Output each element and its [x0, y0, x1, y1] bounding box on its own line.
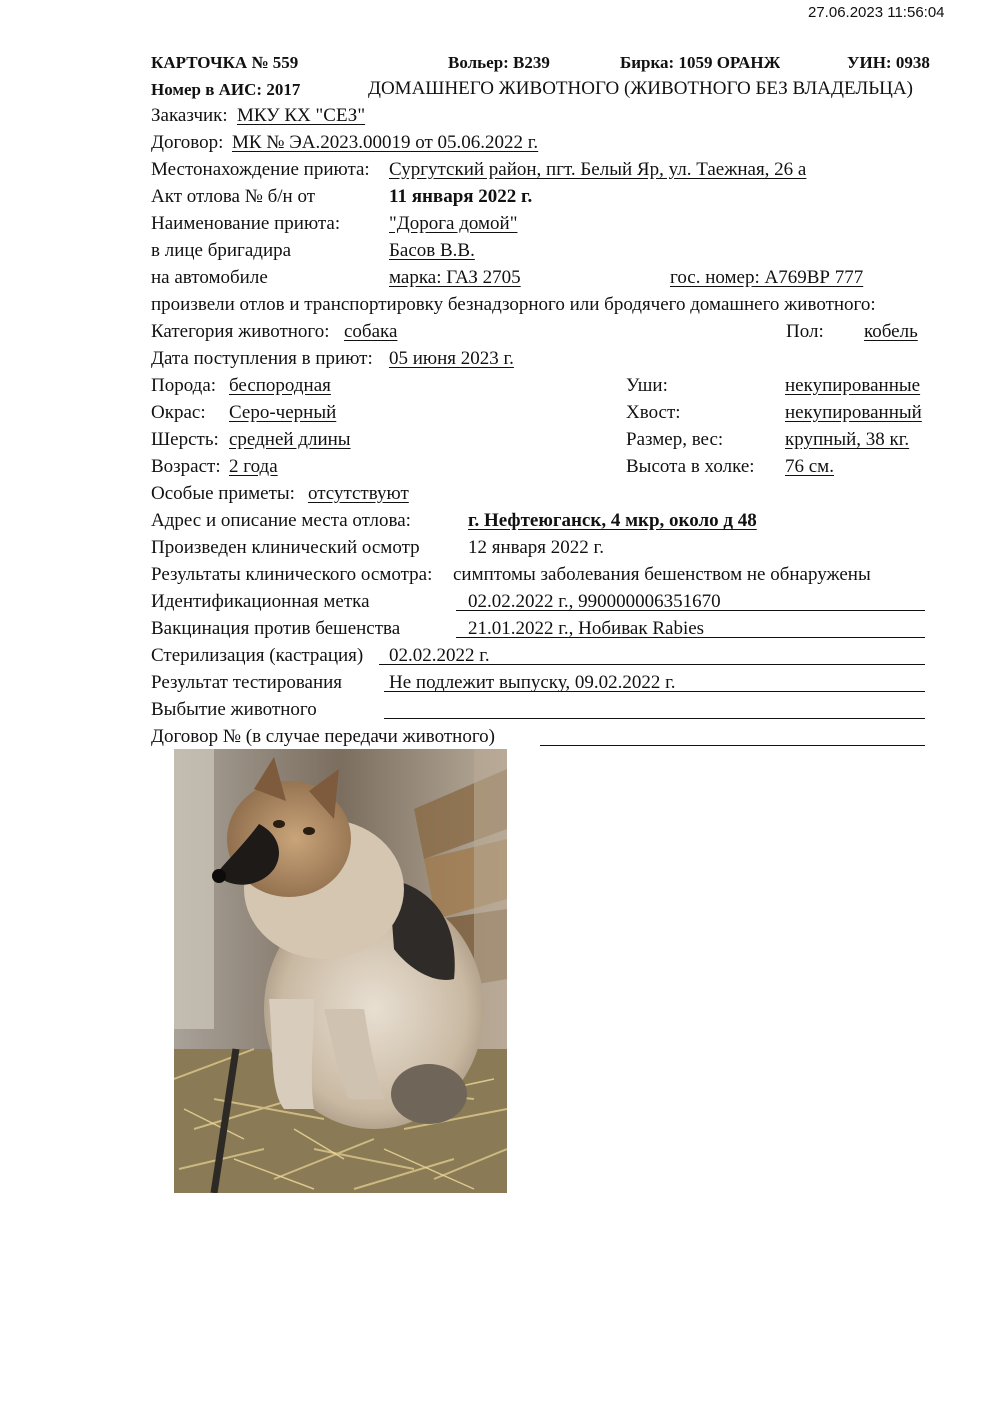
- tag-number: Бирка: 1059 ОРАНЖ: [620, 53, 780, 72]
- contract-label: Договор:: [151, 132, 224, 153]
- breed-label: Порода:: [151, 375, 217, 396]
- shelter-name-label: Наименование приюта:: [151, 213, 341, 234]
- tail-label: Хвост:: [626, 402, 681, 423]
- transfer-contract-label: Договор № (в случае передачи животного): [151, 726, 495, 747]
- id-tag-value: 02.02.2022 г., 990000006351670: [468, 591, 721, 612]
- uin-number: УИН: 0938: [847, 53, 930, 72]
- capture-statement: произвели отлов и транспортировку безнадзорного или бродячего домашнего животного:: [151, 294, 876, 315]
- test-result-value: Не подлежит выпуску, 09.02.2022 г.: [389, 672, 676, 693]
- test-result-line: [384, 691, 925, 692]
- category-value: собака: [344, 321, 398, 342]
- customer-label: Заказчик:: [151, 105, 228, 126]
- id-tag-line: [456, 610, 925, 611]
- exam-result-value: симптомы заболевания бешенством не обнаружены: [453, 564, 871, 585]
- vehicle-label: на автомобиле: [151, 267, 268, 288]
- color-label: Окрас:: [151, 402, 206, 423]
- vehicle-brand: марка: ГАЗ 2705: [389, 267, 521, 288]
- shelter-location-value: Сургутский район, пгт. Белый Яр, ул. Таежная, 26 а: [389, 159, 807, 180]
- vaccination-label: Вакцинация против бешенства: [151, 618, 401, 639]
- size-value: крупный, 38 кг.: [785, 429, 910, 450]
- ais-number: Номер в АИС: 2017: [151, 80, 301, 99]
- sterilization-line: [379, 664, 925, 665]
- customer-value: МКУ КХ "СЕЗ": [237, 105, 366, 126]
- marks-value: отсутствуют: [308, 483, 409, 504]
- vaccination-value: 21.01.2022 г., Нобивак Rabies: [468, 618, 705, 639]
- exam-label: Произведен клинический осмотр: [151, 537, 420, 558]
- sterilization-label: Стерилизация (кастрация): [151, 645, 364, 666]
- ears-label: Уши:: [626, 375, 668, 396]
- exam-date: 12 января 2022 г.: [468, 537, 604, 558]
- shelter-name-value: "Дорога домой": [389, 213, 518, 234]
- vaccination-line: [456, 637, 925, 638]
- card-subtitle: ДОМАШНЕГО ЖИВОТНОГО (ЖИВОТНОГО БЕЗ ВЛАДЕЛЬЦА): [368, 78, 913, 99]
- age-label: Возраст:: [151, 456, 221, 477]
- shelter-location-label: Местонахождение приюта:: [151, 159, 370, 180]
- aviary-number: Вольер: В239: [448, 53, 550, 72]
- brigadier-label: в лице бригадира: [151, 240, 292, 261]
- tail-value: некупированный: [785, 402, 922, 423]
- print-timestamp: 27.06.2023 11:56:04: [808, 4, 945, 21]
- coat-label: Шерсть:: [151, 429, 219, 450]
- breed-value: беспородная: [229, 375, 331, 396]
- size-label: Размер, вес:: [626, 429, 724, 450]
- arrival-label: Дата поступления в приют:: [151, 348, 373, 369]
- capture-address-value: г. Нефтеюганск, 4 мкр, около д 48: [468, 510, 757, 531]
- height-value: 76 см.: [785, 456, 834, 477]
- marks-label: Особые приметы:: [151, 483, 295, 504]
- sterilization-value: 02.02.2022 г.: [389, 645, 490, 666]
- disposal-label: Выбытие животного: [151, 699, 317, 720]
- disposal-line: [384, 718, 925, 719]
- capture-act-label: Акт отлова № б/н от: [151, 186, 316, 207]
- capture-address-label: Адрес и описание места отлова:: [151, 510, 411, 531]
- height-label: Высота в холке:: [626, 456, 755, 477]
- sex-value: кобель: [864, 321, 918, 342]
- exam-result-label: Результаты клинического осмотра:: [151, 564, 433, 585]
- card-number: КАРТОЧКА № 559: [151, 53, 299, 72]
- dog-photo: [174, 749, 507, 1193]
- vehicle-plate: гос. номер: А769ВР 777: [670, 267, 864, 288]
- ears-value: некупированные: [785, 375, 921, 396]
- id-tag-label: Идентификационная метка: [151, 591, 370, 612]
- test-result-label: Результат тестирования: [151, 672, 343, 693]
- category-label: Категория животного:: [151, 321, 330, 342]
- coat-value: средней длины: [229, 429, 351, 450]
- sex-label: Пол:: [786, 321, 824, 342]
- contract-value: МК № ЭА.2023.00019 от 05.06.2022 г.: [232, 132, 539, 153]
- color-value: Серо-черный: [229, 402, 337, 423]
- brigadier-value: Басов В.В.: [389, 240, 475, 261]
- arrival-value: 05 июня 2023 г.: [389, 348, 514, 369]
- age-value: 2 года: [229, 456, 278, 477]
- capture-act-date: 11 января 2022 г.: [389, 186, 533, 207]
- transfer-contract-line: [540, 745, 925, 746]
